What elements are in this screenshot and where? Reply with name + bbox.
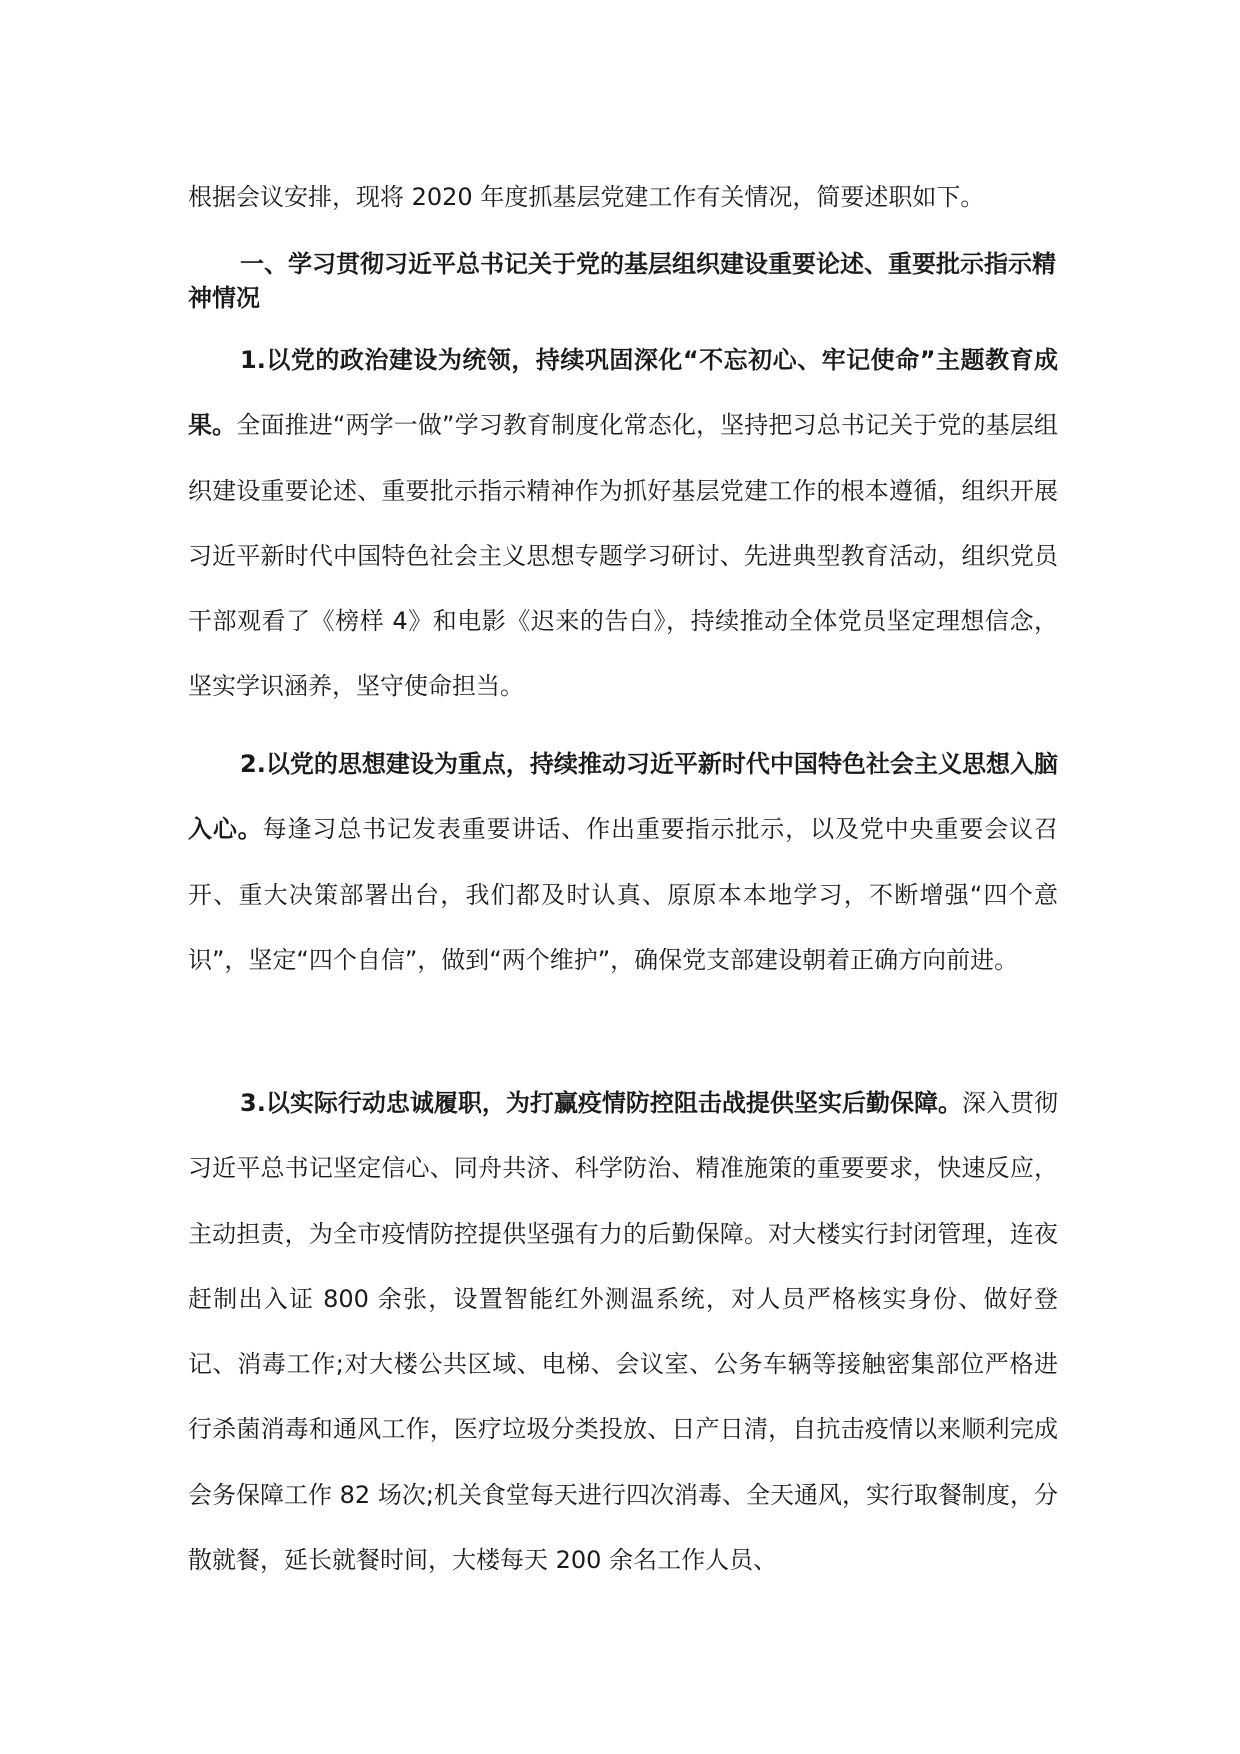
paragraph-3 [188,1071,1058,1593]
paragraph-2-lead: 2.以党的思想建设为重点，持续推动习近平新时代中国特色社会主义思想入脑入心。 [188,750,1058,844]
paragraph-1-body: 全面推进“两学一做”学习教育制度化常态化，坚持把习总书记关于党的基层组织建设重要论述、重要批示指示精神作为抓好基层党建工作的根本遵循，组织开展习近平新时代中国特色社会主义思想专题学习研讨、先进典型教育活动，组织党员干部观看了《榜样 4》和电影《迟来的告白》，持续推动全体党员坚定理想信念，坚实学识涵养，坚守使命担当。 [188,411,1059,701]
paragraph-1 [188,328,1058,720]
paragraph-3-lead: 3.以实际行动忠诚履职，为打赢疫情防控阻击战提供坚实后勤保障。 [240,1089,962,1117]
section-heading: 一、学习贯彻习近平总书记关于党的基层组织建设重要论述、重要批示指示精神情况 [188,250,1056,312]
paragraph-2 [188,732,1058,993]
intro-paragraph: 根据会议安排，现将 2020 年度抓基层党建工作有关情况，简要述职如下。 [188,183,985,211]
paragraph-3-body: 深入贯彻习近平总书记坚定信心、同舟共济、科学防治、精准施策的重要要求，快速反应，主动担责，为全市疫情防控提供坚强有力的后勤保障。对大楼实行封闭管理，连夜赶制出入证 800 余张，设置智能红外测温系统，对人员严格核实身份、做好登记、消毒工作;对大楼公共区域、电梯、会议室、公务车辆等接触密集部位严格进行杀菌消毒和通风工作，医疗垃圾分类投放、日产日清，自抗击疫情以来顺利完成会务保障工作 82 场次;机关食堂每天进行四次消毒、全天通风，实行取餐制度，分散就餐，延长就餐时间，大楼每天 200 余名工作人员、 [188,1089,1058,1575]
paragraph-1-lead: 1.以党的政治建设为统领，持续巩固深化“不忘初心、牢记使命”主题教育成果。 [188,346,1058,440]
paragraph-2-body: 每逢习总书记发表重要讲话、作出重要指示批示，以及党中央重要会议召开、重大决策部署出台，我们都及时认真、原原本本地学习，不断增强“四个意识”，坚定“四个自信”，做到“两个维护”，确保党支部建设朝着正确方向前进。 [188,815,1059,974]
